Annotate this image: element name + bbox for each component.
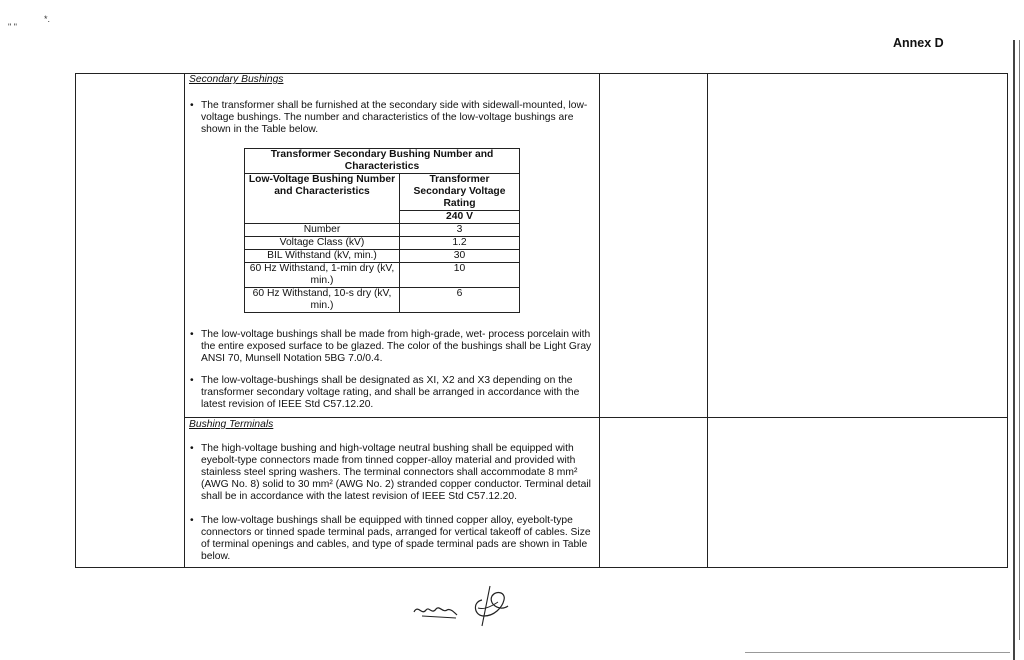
bullet-item: • The high-voltage bushing and high-voltage neutral bushing shall be equipped with eyebolt-type connectors made from tinned copper-alloy material and provided with stainless steel spring washers. The terminal connectors shall accommodate 8 mm² (AWG No. 8) solid to 30 mm² (AWG No. 2) stranded copper conductor. Terminal detail shall be in accordance with the latest revision of IEEE Std C57.12.20. <box>189 443 597 503</box>
section-secondary-bushings-cont <box>189 329 597 411</box>
table-row <box>245 224 520 237</box>
row-divider <box>184 417 1007 418</box>
row-value: 10 <box>400 263 520 288</box>
page-edge <box>1013 40 1015 660</box>
column-divider-1 <box>184 73 185 568</box>
row-label: 60 Hz Withstand, 1-min dry (kV, min.) <box>245 263 400 288</box>
row-label: 60 Hz Withstand, 10-s dry (kV, min.) <box>245 288 400 313</box>
bullet-item: • The transformer shall be furnished at the secondary side with sidewall-mounted, low-voltage bushings. The number and characteristics of the low-voltage bushings are shown in the Table below. <box>189 100 597 136</box>
annex-label: Annex D <box>893 36 944 50</box>
bullet-item: • The low-voltage bushings shall be equipped with tinned copper alloy, eyebolt-type connectors or tinned spade terminal pads, arranged for vertical takeoff of cables. Size of terminal openings and cables, and type of spade terminal pads are shown in Table below. <box>189 515 597 563</box>
column-divider-3 <box>707 73 708 568</box>
scan-mark-star: *. <box>44 14 51 24</box>
row-value: 1.2 <box>400 237 520 250</box>
handwritten-initials-signature <box>412 582 522 632</box>
table-col1-header: Low-Voltage Bushing Number and Characteristics <box>245 174 400 224</box>
row-value: 6 <box>400 288 520 313</box>
bushing-characteristics-table <box>244 148 520 313</box>
table-title: Transformer Secondary Bushing Number and Characteristics <box>245 149 520 174</box>
table-col2-header: Transformer Secondary Voltage Rating <box>400 174 520 211</box>
table-row <box>245 237 520 250</box>
table-voltage-header: 240 V <box>400 211 520 224</box>
row-value: 3 <box>400 224 520 237</box>
bullet-item: • The low-voltage-bushings shall be designated as XI, X2 and X3 depending on the transformer secondary voltage rating, and shall be arranged in accordance with the latest revision of IEEE Std C57.12.20. <box>189 375 597 411</box>
page-edge-2 <box>1019 40 1020 640</box>
bottom-rule <box>745 652 1010 653</box>
section-secondary-bushings <box>189 74 597 136</box>
row-value: 30 <box>400 250 520 263</box>
row-label: Number <box>245 224 400 237</box>
table-row <box>245 288 520 313</box>
section-heading: Bushing Terminals <box>189 419 274 430</box>
scan-mark-left: " " <box>8 22 17 32</box>
table-row <box>245 250 520 263</box>
bullet-item: • The low-voltage bushings shall be made from high-grade, wet- process porcelain with the entire exposed surface to be glazed. The color of the bushings shall be Light Gray ANSI 70, Munsell Notation 5BG 7.0/0.4. <box>189 329 597 365</box>
section-heading: Secondary Bushings <box>189 74 284 85</box>
row-label: BIL Withstand (kV, min.) <box>245 250 400 263</box>
column-divider-2 <box>599 73 600 568</box>
row-label: Voltage Class (kV) <box>245 237 400 250</box>
table-row <box>245 263 520 288</box>
section-bushing-terminals <box>189 419 597 563</box>
